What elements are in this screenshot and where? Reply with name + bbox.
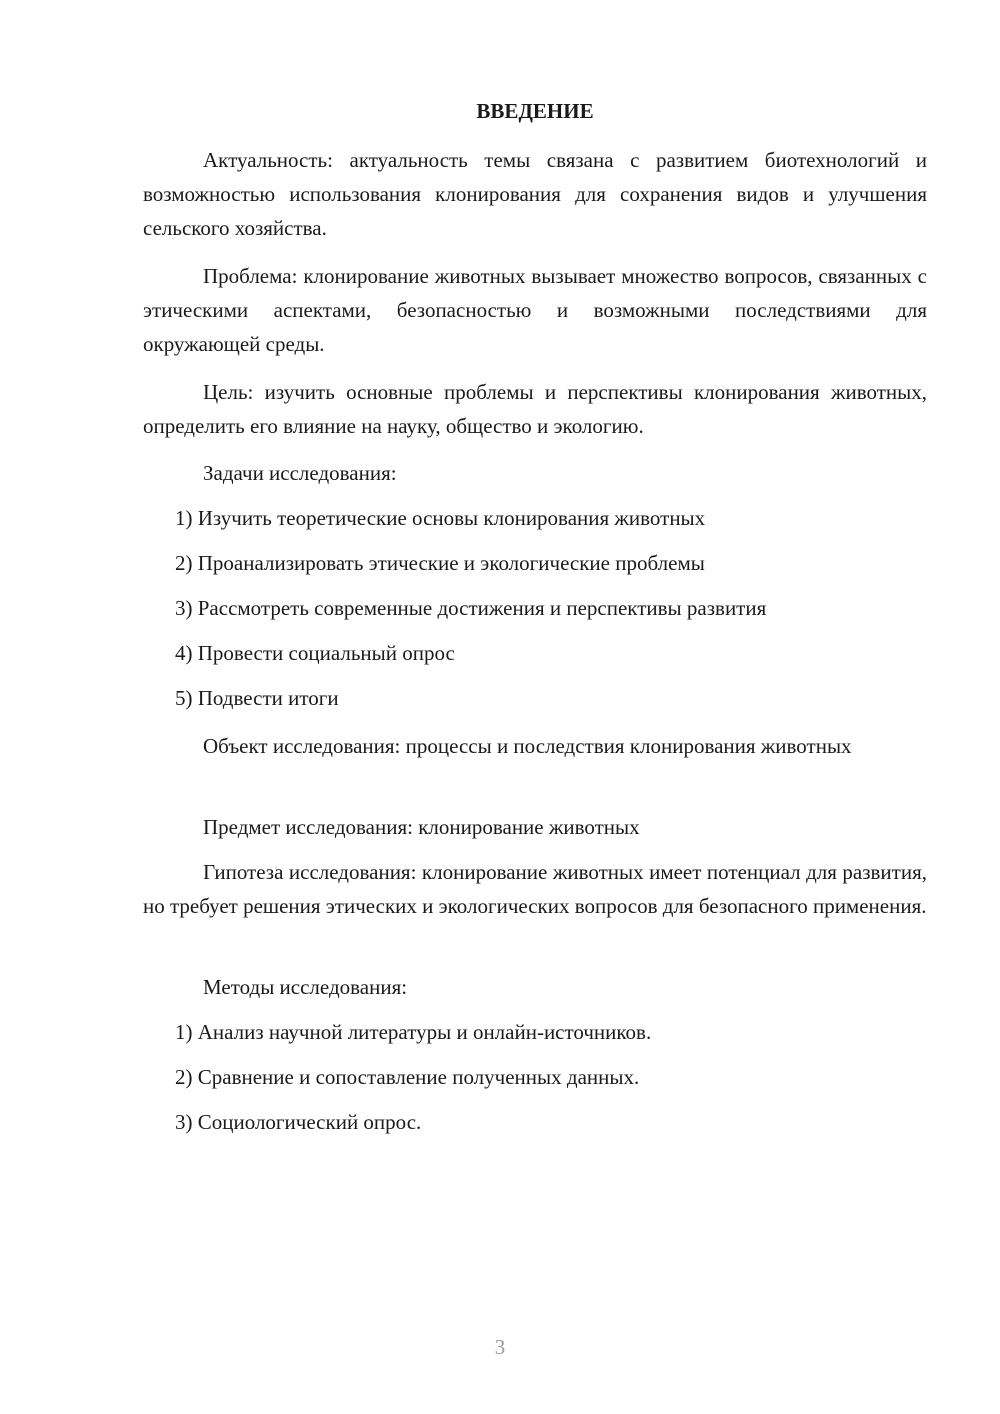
- object-paragraph: Объект исследования: процессы и последствия клонирования животных: [203, 734, 852, 758]
- page-number: 3: [494, 1335, 506, 1359]
- task-item-4: 4) Провести социальный опрос: [175, 641, 455, 665]
- method-item-3: 3) Социологический опрос.: [175, 1110, 422, 1134]
- section-heading: ВВЕДЕНИЕ: [476, 99, 594, 123]
- task-item-5: 5) Подвести итоги: [175, 686, 339, 710]
- hypothesis-paragraph: Гипотеза исследования: клонирование животных имеет потенциал для развития, но требует решения этических и экологических вопросов для безопасного применения.: [143, 860, 927, 918]
- task-item-2: 2) Проанализировать этические и экологические проблемы: [175, 551, 705, 575]
- relevance-paragraph: Актуальность: актуальность темы связана с развитием биотехнологий и возможностью использования клонирования для сохранения видов и улучшения сельского хозяйства.: [143, 148, 927, 240]
- task-item-3: 3) Рассмотреть современные достижения и перспективы развития: [175, 596, 767, 620]
- tasks-title: Задачи исследования:: [203, 461, 397, 485]
- methods-title: Методы исследования:: [203, 975, 408, 999]
- task-item-1: 1) Изучить теоретические основы клонирования животных: [175, 506, 706, 530]
- subject-paragraph: Предмет исследования: клонирование животных: [203, 815, 640, 839]
- problem-paragraph: Проблема: клонирование животных вызывает множество вопросов, связанных с этическими аспектами, безопасностью и возможными последствиями для окружающей среды.: [143, 264, 927, 356]
- method-item-2: 2) Сравнение и сопоставление полученных данных.: [175, 1065, 640, 1089]
- method-item-1: 1) Анализ научной литературы и онлайн-источников.: [175, 1020, 652, 1044]
- goal-paragraph: Цель: изучить основные проблемы и перспективы клонирования животных, определить его влияние на науку, общество и экологию.: [143, 380, 927, 438]
